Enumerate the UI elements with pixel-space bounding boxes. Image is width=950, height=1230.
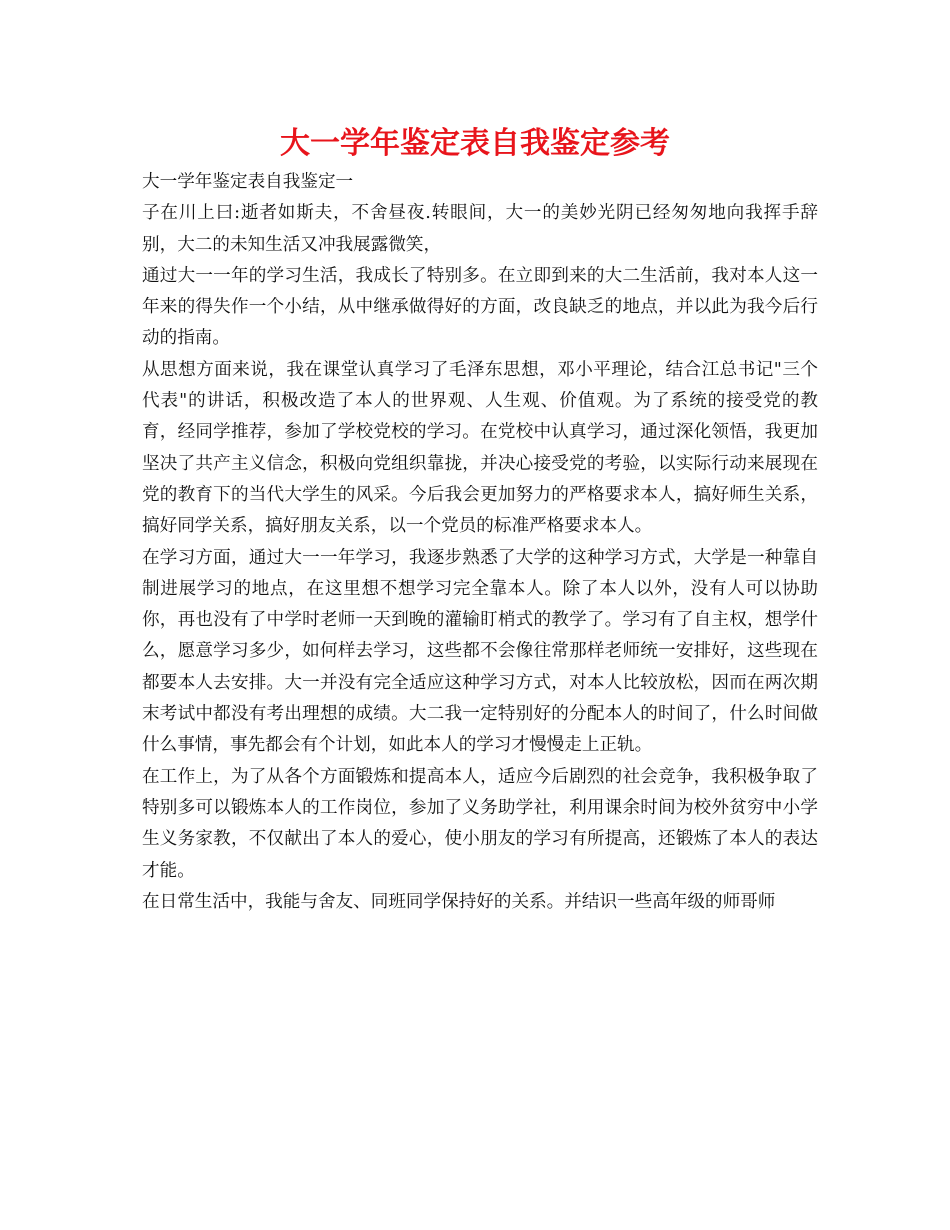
paragraph: 从思想方面来说，我在课堂认真学习了毛泽东思想，邓小平理论，结合江总书记"三个代表"的讲话，积极改造了本人的世界观、人生观、价值观。为了系统的接受党的教育，经同学推荐，参加了学校党校的学习。在党校中认真学习，通过深化领悟，我更加坚决了共产主义信念，积极向党组织靠拢，并决心接受党的考验，以实际行动来展现在党的教育下的当代大学生的风采。今后我会更加努力的严格要求本人，搞好师生关系，搞好同学关系，搞好朋友关系，以一个党员的标准严格要求本人。 — [142, 359, 818, 537]
document-title: 大一学年鉴定表自我鉴定参考 — [280, 126, 670, 161]
paragraph: 在工作上，为了从各个方面锻炼和提高本人，适应今后剧烈的社会竞争，我积极争取了特别多可以锻炼本人的工作岗位，参加了义务助学社，利用课余时间为校外贫穷中小学生义务家教，不仅献出了本人的爱心，使小朋友的学习有所提高，还锻炼了本人的表达才能。 — [142, 766, 818, 881]
paragraph-heading: 大一学年鉴定表自我鉴定一 — [142, 172, 354, 192]
paragraph: 子在川上曰:逝者如斯夫，不舍昼夜.转眼间，大一的美妙光阴已经匆匆地向我挥手辞别，大二的未知生活又冲我展露微笑， — [142, 203, 818, 255]
paragraph: 通过大一一年的学习生活，我成长了特别多。在立即到来的大二生活前，我对本人这一年来的得失作一个小结，从中继承做得好的方面，改良缺乏的地点，并以此为我今后行动的指南。 — [142, 265, 818, 349]
paragraph: 在日常生活中，我能与舍友、同班同学保持好的关系。并结识一些高年级的师哥师 — [142, 891, 776, 912]
paragraph: 在学习方面，通过大一一年学习，我逐步熟悉了大学的这种学习方式，大学是一种靠自制进展学习的地点，在这里想不想学习完全靠本人。除了本人以外，没有人可以协助你，再也没有了中学时老师一天到晚的灌输盯梢式的教学了。学习有了自主权，想学什么，愿意学习多少，如何样去学习，这些都不会像往常那样老师统一安排好，这些现在都要本人去安排。大一并没有完全适应这种学习方式，对本人比较放松，因而在两次期末考试中都没有考出理想的成绩。大二我一定特别好的分配本人的时间了，什么时间做什么事情，事先都会有个计划，如此本人的学习才慢慢走上正轨。 — [142, 547, 818, 756]
document-body — [142, 167, 818, 918]
